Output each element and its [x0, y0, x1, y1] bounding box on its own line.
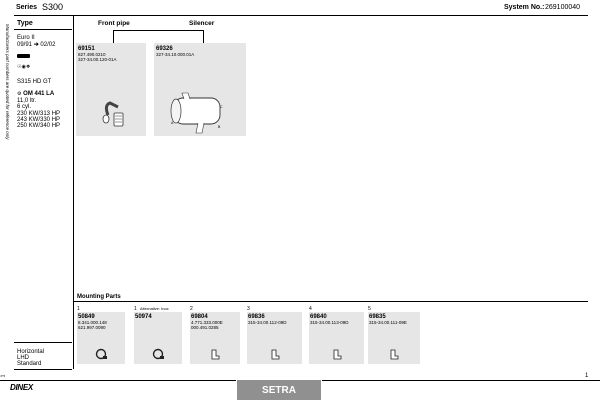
mounting-part-number: 69835 — [369, 314, 386, 320]
date-to: 02/02 — [40, 42, 56, 48]
mounting-index: 1 — [134, 306, 137, 312]
mounting-ref: 000.491.0285 — [191, 325, 219, 330]
system-value: 269100040 — [545, 4, 581, 11]
mounting-part-number: 69840 — [310, 314, 327, 320]
label-c: C — [220, 105, 223, 109]
clamp-icon — [94, 348, 108, 360]
production-dates — [17, 42, 55, 48]
mounting-part-number: 69836 — [248, 314, 265, 320]
mounting-index: 2 — [190, 306, 193, 312]
series-value: S300 — [42, 2, 64, 12]
header-rule — [14, 15, 588, 16]
mounting-card[interactable] — [309, 312, 364, 364]
mounting-ref: 315-34.00.111-09E — [369, 320, 407, 325]
mounting-index: 3 — [247, 306, 250, 312]
mounting-part-number: 69804 — [191, 314, 208, 320]
drive-side: LHD — [17, 355, 30, 361]
mounting-ref: 4.771.333.000E — [191, 320, 223, 325]
variant: Standard — [17, 361, 42, 367]
mounting-ref: 315-34.00.112-09D — [248, 320, 287, 325]
bottom-rule-2 — [14, 369, 72, 370]
type-heading: Type — [17, 20, 33, 27]
side-note-box — [3, 24, 11, 174]
engine-icon: ⚙ — [17, 91, 22, 97]
mounting-card[interactable] — [190, 312, 240, 364]
page-number-left: 1 — [0, 374, 7, 378]
part-ref-1: 327-34.10.000.01A — [156, 52, 195, 57]
connector-left — [113, 30, 114, 43]
mounting-index: 5 — [368, 306, 371, 312]
mounting-ref: 315-34.00.113-09D — [310, 320, 349, 325]
type-rule — [14, 29, 72, 30]
model-name: S315 HD GT — [17, 79, 52, 85]
mounting-ref: 621.997.0090 — [78, 325, 106, 330]
mounting-rule — [74, 301, 588, 302]
front-pipe-heading: Front pipe — [98, 20, 130, 27]
brand-tab: SETRA — [237, 380, 321, 400]
label-b: B — [218, 125, 221, 129]
connector-top — [113, 30, 203, 31]
engine-line — [17, 91, 54, 97]
side-note: Manufacturers part numbers are quoted for reference only — [5, 24, 10, 140]
mounting-heading: Mounting Parts — [77, 294, 121, 300]
dinex-logo: DINEX — [10, 383, 33, 392]
bracket-icon — [330, 348, 344, 360]
footer-rule-right — [322, 380, 600, 381]
silencer-drawing — [154, 43, 246, 136]
mounting-note: Alternative: Inox — [140, 306, 169, 311]
part-number: 69151 — [78, 46, 95, 52]
mounting-part-number: 50974 — [135, 314, 152, 320]
mounting-part-number: 50849 — [78, 314, 95, 320]
mounting-index: 1 — [77, 306, 80, 312]
mounting-card[interactable] — [134, 312, 182, 364]
cylinders: 6 cyl. — [17, 104, 32, 110]
part-card-front-pipe[interactable] — [76, 43, 146, 136]
mounting-card[interactable] — [247, 312, 302, 364]
clamp-icon — [151, 348, 165, 360]
front-pipe-drawing — [76, 43, 146, 136]
label-a: A — [171, 121, 174, 125]
part-number: 69326 — [156, 46, 173, 52]
part-ref-1: 827.490.0210 — [78, 52, 106, 57]
power-2: 243 KW/330 HP — [17, 117, 61, 123]
arrow-right-icon: ➔ — [33, 42, 39, 48]
mounting-ref: 8.341.000.148 — [78, 320, 107, 325]
orientation: Horizontal — [17, 349, 45, 355]
bottom-rule — [14, 342, 72, 343]
panel-divider — [73, 15, 74, 369]
axle-icon: ☉◉❖ — [17, 64, 31, 70]
part-ref-2: 327-34.00.120-01A — [78, 57, 117, 62]
page-number-right: 1 — [585, 373, 589, 379]
mounting-index: 4 — [309, 306, 312, 312]
silencer-heading: Silencer — [189, 20, 215, 27]
power-3: 250 KW/340 HP — [17, 123, 61, 129]
engine-code: OM 441 LA — [23, 91, 55, 97]
bracket-icon — [387, 348, 401, 360]
series-label: Series — [16, 4, 38, 11]
connector-right — [203, 30, 204, 43]
part-card-silencer[interactable] — [154, 43, 246, 136]
displacement: 11,0 ltr. — [17, 98, 37, 104]
bracket-icon — [208, 348, 222, 360]
date-from: 09/91 — [17, 42, 33, 48]
mounting-card[interactable] — [368, 312, 420, 364]
system-label: System No.: — [504, 4, 545, 11]
footer-rule-left — [0, 380, 236, 381]
euro-norm: Euro II — [17, 35, 35, 41]
power-1: 230 KW/313 HP — [17, 111, 61, 117]
bus-icon — [17, 54, 30, 58]
bracket-icon — [268, 348, 282, 360]
mounting-card[interactable] — [77, 312, 125, 364]
